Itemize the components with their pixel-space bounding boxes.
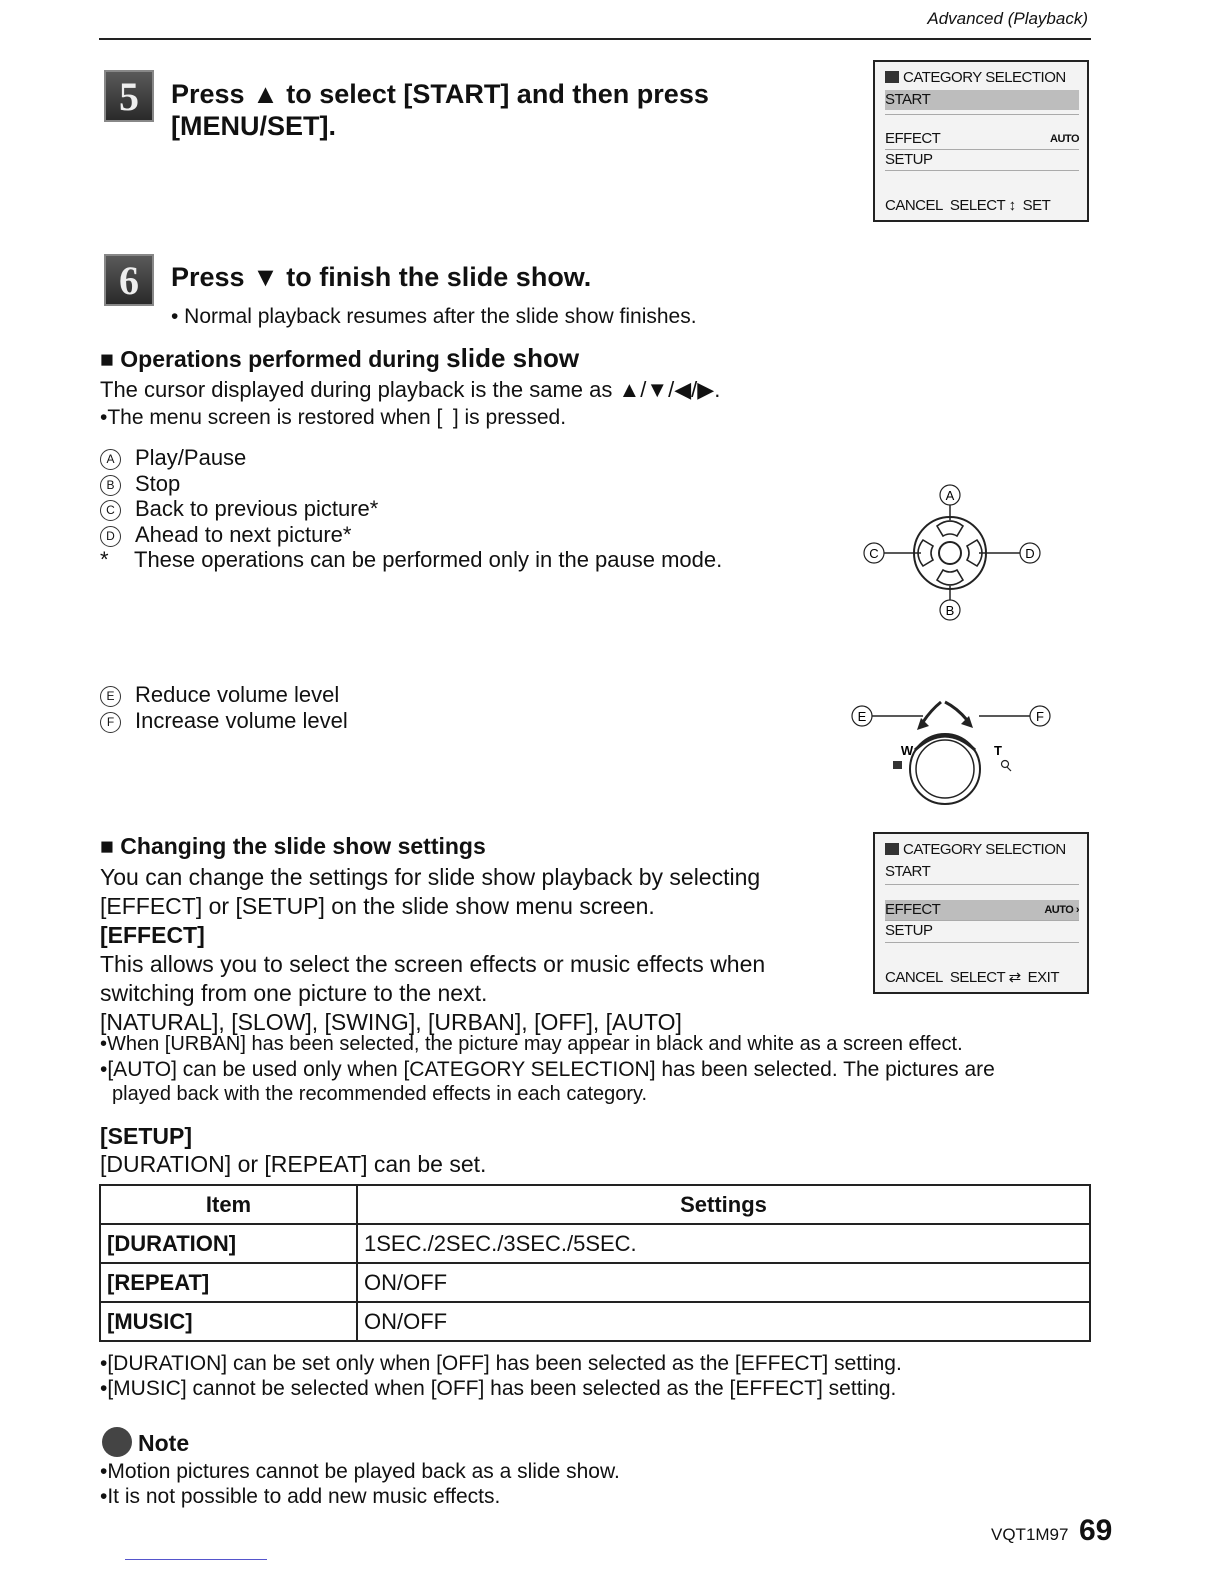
note-bullets: •Motion pictures cannot be played back as a slide show. •It is not possible to add new music effects. [100,1460,620,1508]
setup-heading: [SETUP] [100,1123,192,1149]
note-title: Note [102,1427,189,1457]
settings-table [99,1184,1091,1342]
dpad-label-left: C [869,546,879,561]
step-5-icon: 5 [104,70,154,122]
zoom-w-label: W [900,743,914,758]
volume-list [100,682,348,733]
menu-screen-effect [873,832,1089,994]
list-item: D Ahead to next picture* [100,522,722,548]
footer-rule [125,1559,267,1560]
list-item: F Increase volume level [100,708,348,734]
dpad-diagram [855,478,1055,626]
menu-header: CATEGORY SELECTION [885,68,1079,88]
header-rule [99,38,1091,40]
menu-footer: CANCEL SELECT ↕ SET [885,197,1051,214]
effect-bullets: •When [URBAN] has been selected, the picture may appear in black and white as a screen effect. •[AUTO] can be used only when [CATEGORY SELECTION] has been selected. The pictures are played back with the recommended effects in each category. [100,1033,995,1105]
step-6-icon: 6 [104,254,154,306]
menu-item-start: START [885,90,1079,110]
table-row: [REPEAT] ON/OFF [100,1263,1090,1302]
menu-item-setup: SETUP [885,151,933,168]
dpad-label-right: D [1025,546,1035,561]
menu-header: CATEGORY SELECTION [885,840,1079,860]
page-number: 69 [1078,1514,1113,1547]
list-item: B Stop [100,471,722,497]
operations-line2: •The menu screen is restored when [ ] is pressed. [100,406,567,429]
operations-list [100,445,722,573]
section-header: Advanced (Playback) [927,9,1088,28]
menu-item-effect: EFFECT AUTO › [885,901,1079,918]
page-footer [991,1514,1112,1548]
list-item: A Play/Pause [100,445,722,471]
operations-line1: The cursor displayed during playback is the same as ▲/▼/◀/▶. [100,377,721,402]
pencil-note-icon [102,1427,132,1457]
step-6-title: Press ▼ to finish the slide show. [171,262,592,292]
footnote: * These operations can be performed only in the pause mode. [100,547,723,572]
step-5-title: Press ▲ to select [START] and then press [MENU/SET]. [171,79,709,141]
list-item: C Back to previous picture* [100,496,722,522]
setup-block: [SETUP] [DURATION] or [REPEAT] can be set. [100,1123,487,1177]
zoom-label-right: F [1036,709,1044,724]
zoom-lever-diagram [845,692,1055,812]
menu-item-setup: SETUP [885,922,933,939]
menu-footer: CANCEL SELECT ⇄ EXIT [885,969,1060,986]
changing-title: ■ Changing the slide show settings [100,833,486,859]
list-item: E Reduce volume level [100,682,348,708]
zoom-label-left: E [857,709,867,724]
after-table-bullets: •[DURATION] can be set only when [OFF] has been selected as the [EFFECT] setting. •[MUSIC] cannot be selected when [OFF] has been selected as the [EFFECT] setting. [100,1352,902,1400]
menu-screen-start [873,60,1089,222]
table-row: [MUSIC] ON/OFF [100,1302,1090,1341]
zoom-t-label: T [994,743,1002,758]
changing-paragraph: You can change the settings for slide show playback by selecting [EFFECT] or [SETUP] on the slide show menu screen. [EFFECT] This allows you to select the screen effects or music effects when switching from one picture to the next. [NATURAL], [SLOW], [SWING], [URBAN], [OFF], [AUTO] [100,864,766,1035]
column-header: Item [100,1185,357,1224]
effect-heading: [EFFECT] [100,922,205,948]
table-header-row [100,1185,1090,1224]
slideshow-icon [885,71,899,83]
effect-options: [NATURAL], [SLOW], [SWING], [URBAN], [OFF], [AUTO] [100,1009,682,1035]
manual-code: VQT1M97 [991,1525,1069,1544]
menu-item-effect: EFFECT AUTO [885,130,1079,147]
operations-title: ■ Operations performed during slide show [100,343,580,373]
step-6-bullet: • Normal playback resumes after the slide show finishes. [171,305,697,328]
slideshow-icon [885,843,899,855]
menu-item-start: START [885,863,931,880]
dpad-label-bottom: B [945,603,955,618]
column-header: Settings [357,1185,1090,1224]
dpad-label-top: A [945,488,955,503]
table-row: [DURATION] 1SEC./2SEC./3SEC./5SEC. [100,1224,1090,1263]
